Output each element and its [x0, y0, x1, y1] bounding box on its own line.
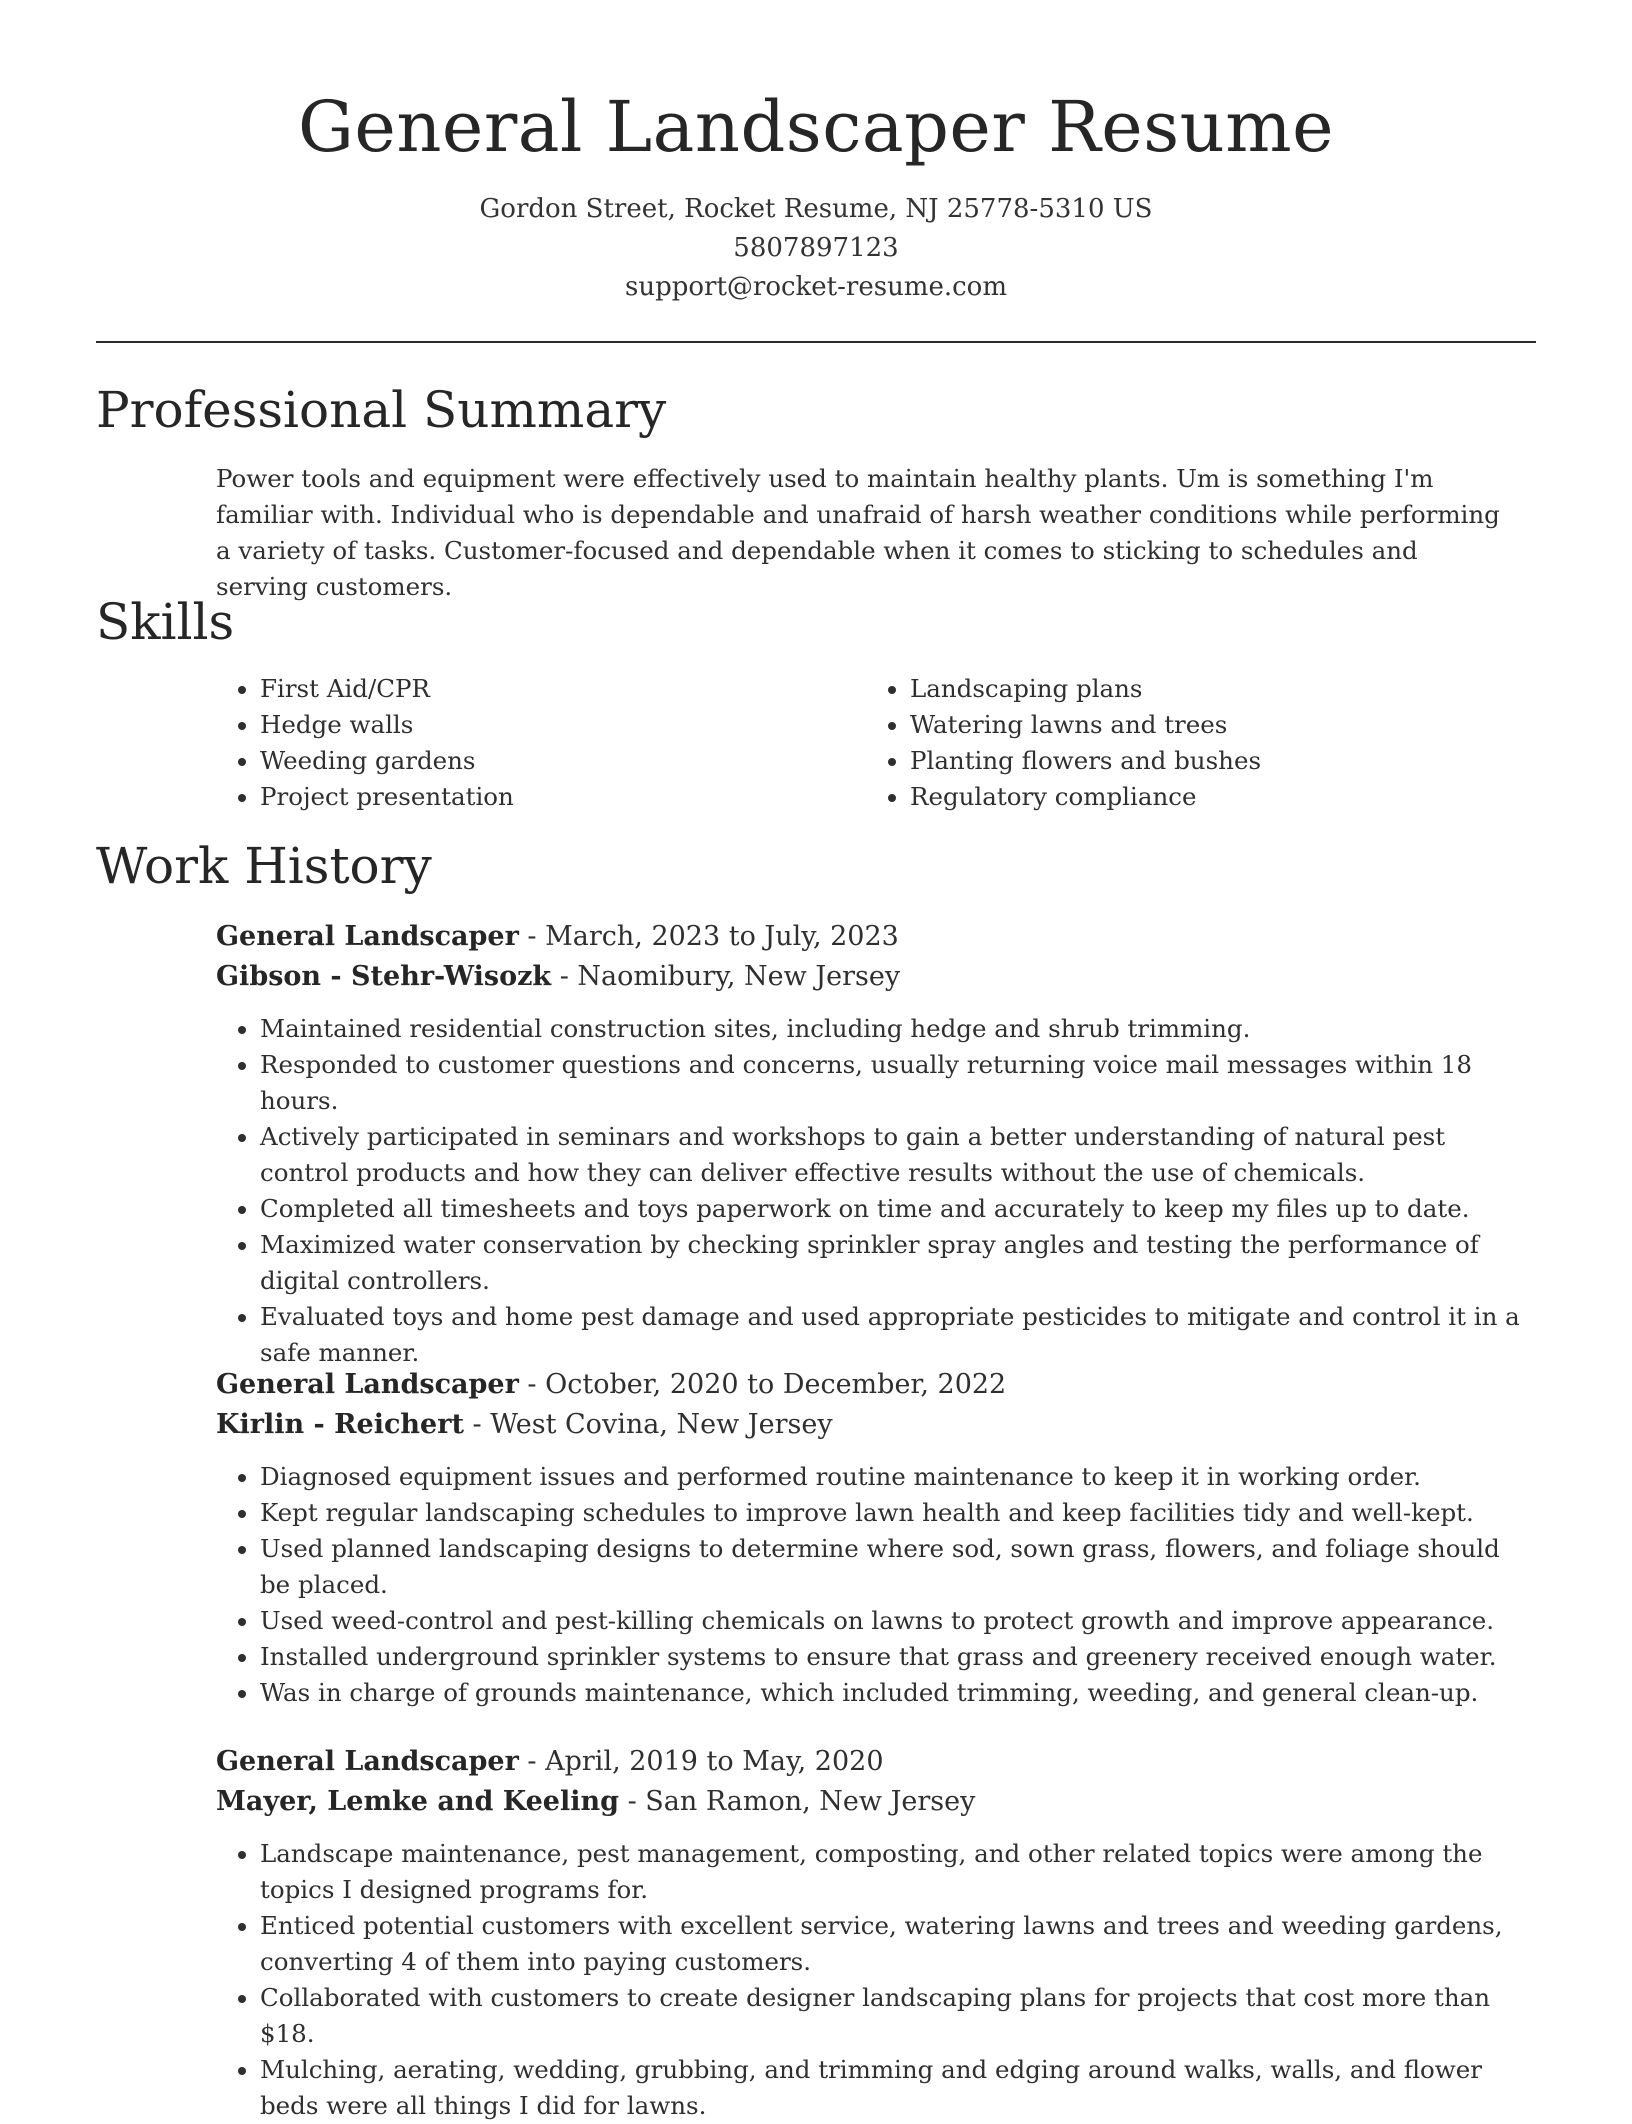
job-bullet: • Collaborated with customers to create designer landscaping plans for projects that cost more than $18. — [260, 1980, 1526, 2052]
job-company: Mayer, Lemke and Keeling — [216, 1786, 619, 1817]
job-role: General Landscaper — [216, 1746, 519, 1777]
summary-text: Power tools and equipment were effectively used to maintain healthy plants. Um is something I'm familiar with. Individual who is dependable and unafraid of harsh weather conditions while performing a variety of tasks. Customer-focused and dependable when it comes to sticking to schedules and serving customers. — [216, 464, 1500, 601]
contact-phone: 5807897123 — [733, 233, 899, 263]
job-bullet: • Was in charge of grounds maintenance, which included trimming, weeding, and general clean-up. — [260, 1675, 1526, 1711]
skill-item: • First Aid/CPR — [260, 671, 866, 707]
contact-address: Gordon Street, Rocket Resume, NJ 25778-5310 US — [479, 194, 1153, 224]
job-company: Gibson - Stehr-Wisozk — [216, 961, 552, 992]
summary-heading: Professional Summary — [96, 381, 667, 439]
skill-item: • Landscaping plans — [910, 671, 1516, 707]
skills-column-left — [216, 671, 866, 815]
job-bullets — [216, 1459, 1526, 1711]
contact-info — [0, 190, 1632, 307]
job-bullet: • Landscape maintenance, pest management, composting, and other related topics were among the topics I designed programs for. — [260, 1836, 1526, 1908]
job-bullet: • Maintained residential construction sites, including hedge and shrub trimming. — [260, 1011, 1526, 1047]
skill-item: • Watering lawns and trees — [910, 707, 1516, 743]
job-bullets — [216, 1836, 1526, 2124]
job-location: - San Ramon, New Jersey — [618, 1786, 976, 1817]
job-entry — [216, 917, 1526, 1371]
job-role: General Landscaper — [216, 921, 519, 952]
job-dates: - March, 2023 to July, 2023 — [518, 921, 899, 952]
job-bullet: • Mulching, aerating, wedding, grubbing, and trimming and edging around walks, walls, and flower beds were all things I did for lawns. — [260, 2052, 1526, 2124]
skills-heading: Skills — [96, 593, 235, 651]
job-bullet: • Diagnosed equipment issues and performed routine maintenance to keep it in working order. — [260, 1459, 1526, 1495]
job-bullet: • Kept regular landscaping schedules to improve lawn health and keep facilities tidy and well-kept. — [260, 1495, 1526, 1531]
job-bullet: • Completed all timesheets and toys paperwork on time and accurately to keep my files up to date. — [260, 1191, 1526, 1227]
job-bullet: • Used weed-control and pest-killing chemicals on lawns to protect growth and improve appearance. — [260, 1603, 1526, 1639]
job-entry — [216, 1365, 1526, 1711]
job-bullet: • Actively participated in seminars and workshops to gain a better understanding of natural pest control products and how they can deliver effective results without the use of chemicals. — [260, 1119, 1526, 1191]
job-bullet: • Enticed potential customers with excellent service, watering lawns and trees and weeding gardens, converting 4 of them into paying customers. — [260, 1908, 1526, 1980]
job-location: - West Covina, New Jersey — [463, 1409, 833, 1440]
skills-column-right — [866, 671, 1516, 815]
job-dates: - October, 2020 to December, 2022 — [518, 1369, 1007, 1400]
job-title-line — [216, 1742, 1526, 1782]
resume-header — [0, 0, 1632, 307]
job-company-line — [216, 1782, 1526, 1822]
job-bullets — [216, 1011, 1526, 1371]
skill-item: • Planting flowers and bushes — [910, 743, 1516, 779]
work-history-heading: Work History — [96, 837, 432, 895]
job-entry — [216, 1742, 1526, 2124]
job-bullet: • Installed underground sprinkler systems to ensure that grass and greenery received enough water. — [260, 1639, 1526, 1675]
resume-title: General Landscaper Resume — [297, 86, 1335, 168]
contact-email: support@rocket-resume.com — [624, 272, 1007, 302]
job-company-line — [216, 1405, 1526, 1445]
job-company-line — [216, 957, 1526, 997]
skill-item: • Regulatory compliance — [910, 779, 1516, 815]
skill-item: • Project presentation — [260, 779, 866, 815]
job-title-line — [216, 1365, 1526, 1405]
job-dates: - April, 2019 to May, 2020 — [518, 1746, 884, 1777]
skills-list — [216, 671, 1516, 815]
job-role: General Landscaper — [216, 1369, 519, 1400]
job-bullet: • Used planned landscaping designs to determine where sod, sown grass, flowers, and foliage should be placed. — [260, 1531, 1526, 1603]
job-bullet: • Maximized water conservation by checking sprinkler spray angles and testing the performance of digital controllers. — [260, 1227, 1526, 1299]
header-divider — [96, 341, 1536, 343]
job-location: - Naomibury, New Jersey — [551, 961, 901, 992]
skill-item: • Weeding gardens — [260, 743, 866, 779]
skill-item: • Hedge walls — [260, 707, 866, 743]
job-bullet: • Responded to customer questions and concerns, usually returning voice mail messages within 18 hours. — [260, 1047, 1526, 1119]
job-bullet: • Evaluated toys and home pest damage and used appropriate pesticides to mitigate and control it in a safe manner. — [260, 1299, 1526, 1371]
job-company: Kirlin - Reichert — [216, 1409, 464, 1440]
job-title-line — [216, 917, 1526, 957]
